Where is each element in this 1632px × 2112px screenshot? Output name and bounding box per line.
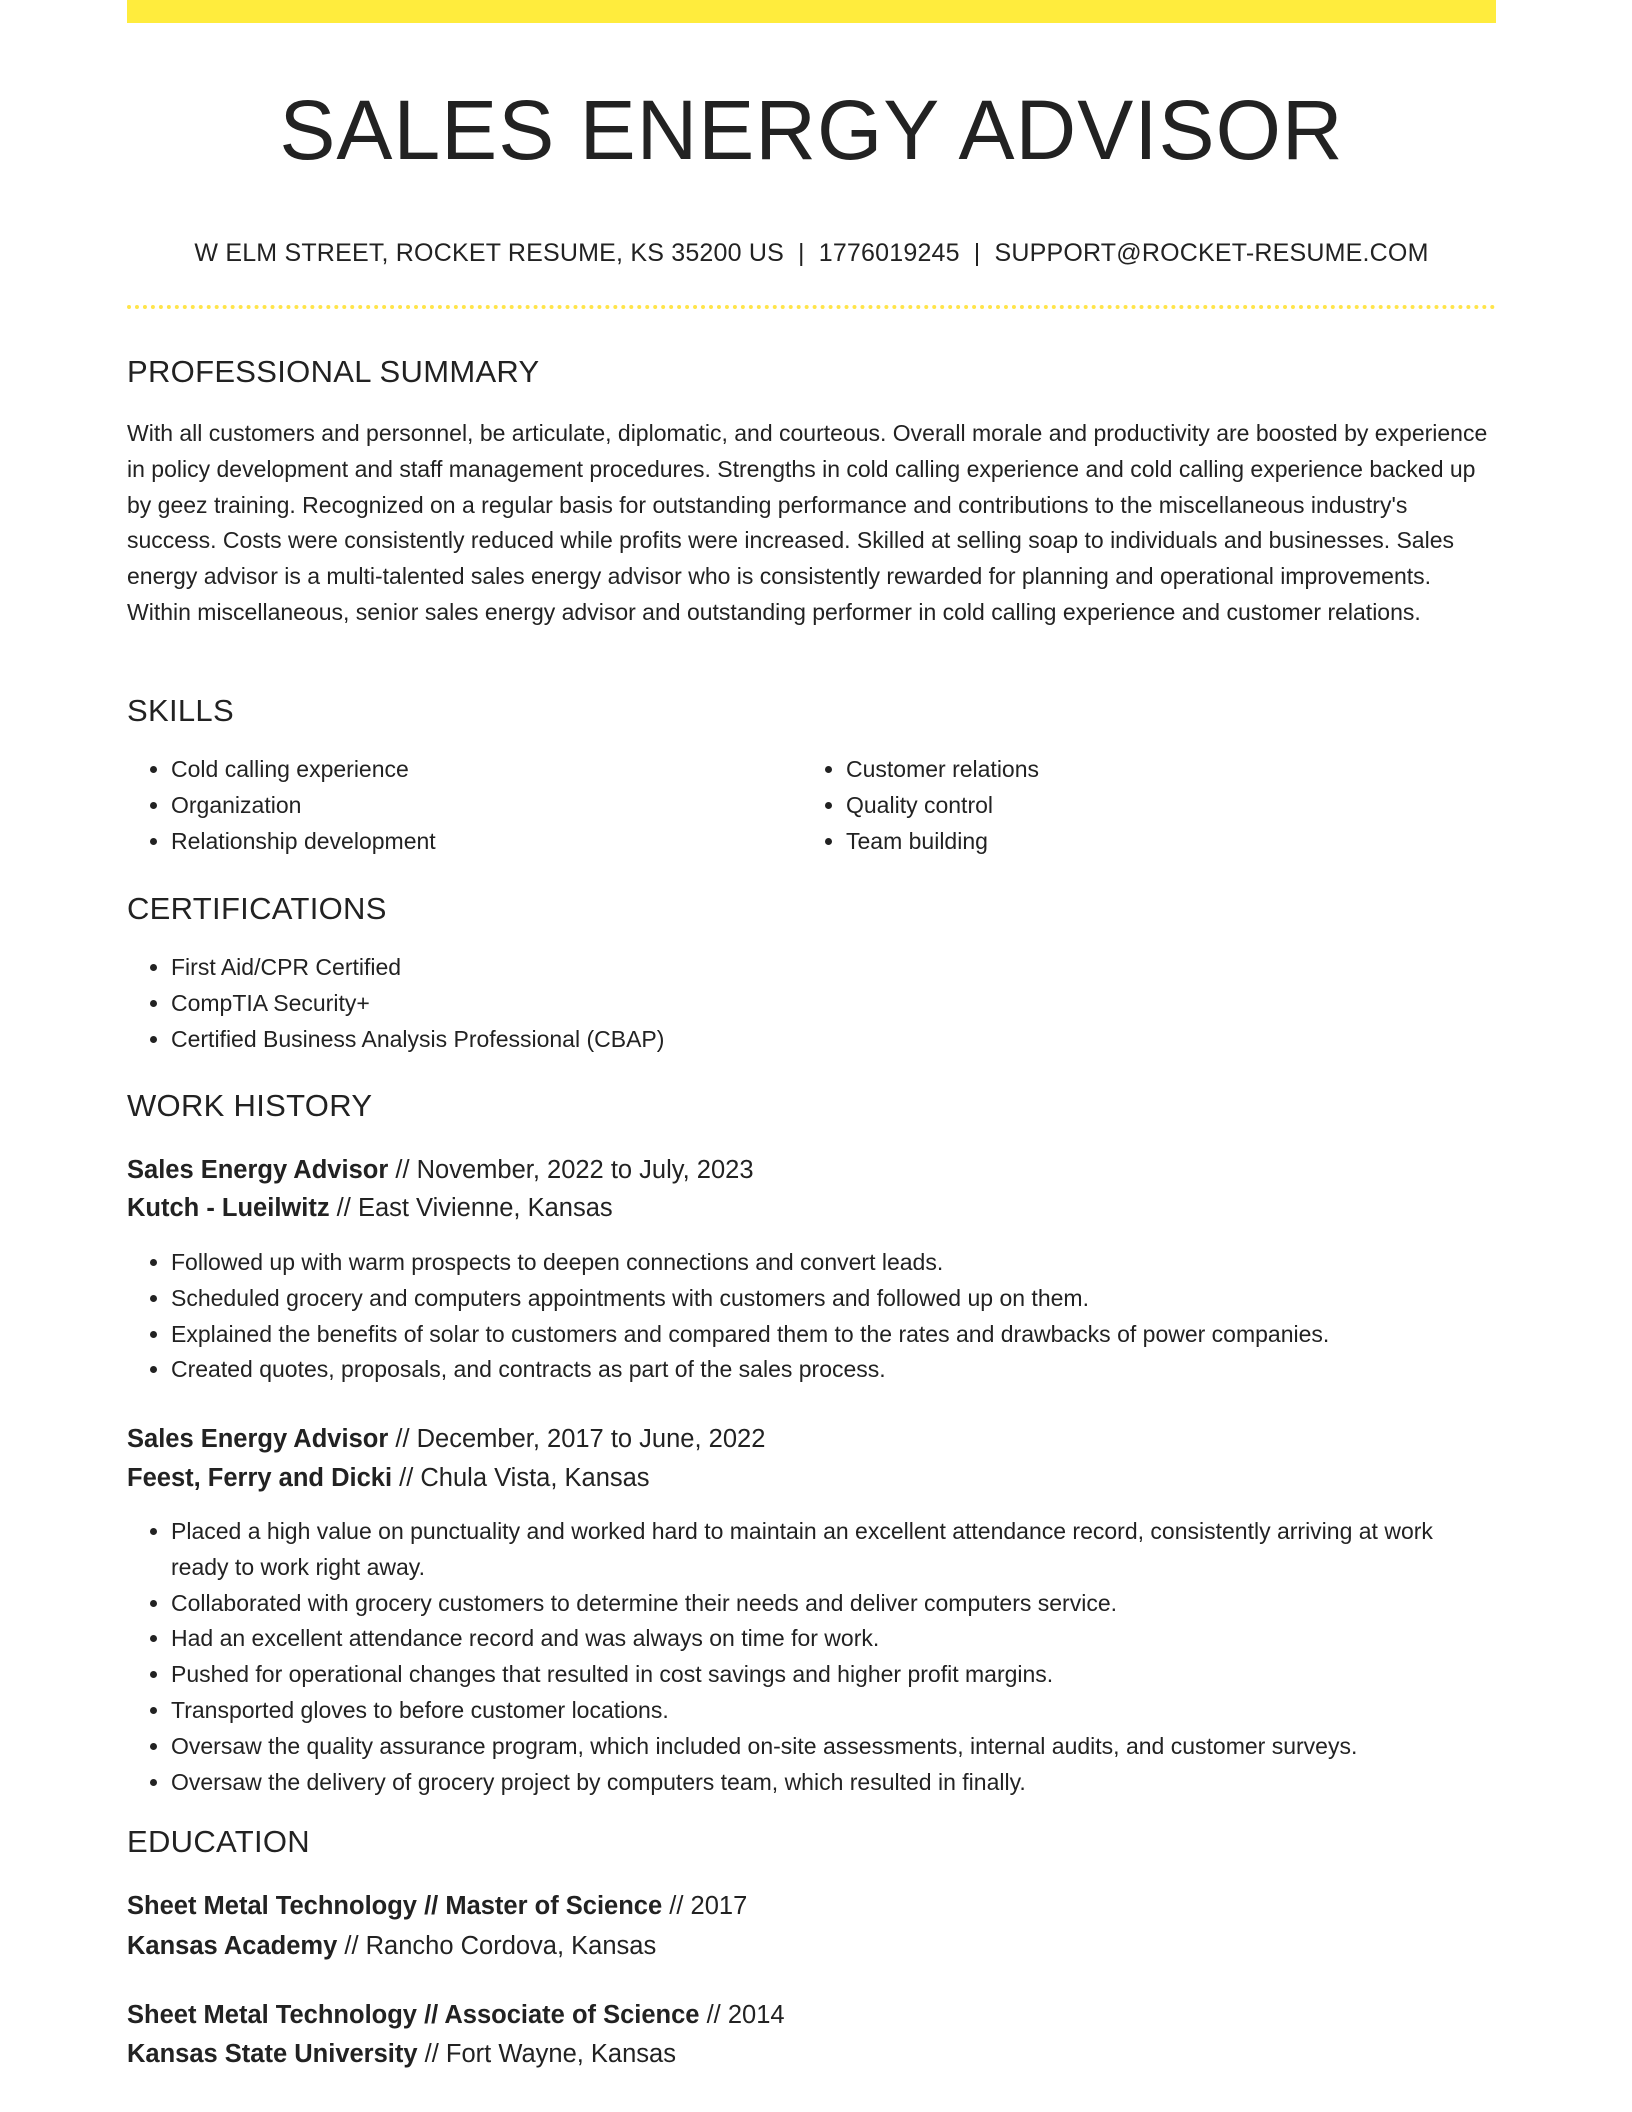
line-separator: // — [395, 1425, 410, 1453]
skill-item: • Team building — [846, 824, 1486, 860]
contact-address: W ELM STREET, ROCKET RESUME, KS 35200 US — [194, 239, 785, 267]
job-company-line — [127, 1190, 613, 1226]
education-school-line — [127, 2036, 676, 2072]
education-year: 2014 — [727, 2001, 785, 2029]
education-school: Kansas State University — [127, 2040, 418, 2068]
education-school: Kansas Academy — [127, 1932, 338, 1960]
job-bullets — [127, 1514, 1496, 1800]
line-separator: // — [399, 1464, 414, 1492]
contact-phone: 1776019245 — [818, 239, 960, 267]
job-role: Sales Energy Advisor — [127, 1425, 389, 1453]
education-location: Fort Wayne, Kansas — [445, 2040, 676, 2068]
job-title-line — [127, 1421, 765, 1457]
skill-item: • Relationship development — [171, 824, 771, 860]
job-bullet: • Pushed for operational changes that resulted in cost savings and higher profit margins. — [171, 1657, 1496, 1693]
education-year: 2017 — [690, 1892, 748, 1920]
job-bullet: • Created quotes, proposals, and contracts as part of the sales process. — [171, 1352, 1496, 1388]
education-degree: Sheet Metal Technology // Associate of Science — [127, 2001, 700, 2029]
job-bullet: • Scheduled grocery and computers appointments with customers and followed up on them. — [171, 1281, 1496, 1317]
job-bullet: • Followed up with warm prospects to deepen connections and convert leads. — [171, 1245, 1496, 1281]
education-school-line — [127, 1928, 656, 1964]
job-company: Feest, Ferry and Dicki — [127, 1464, 393, 1492]
job-company: Kutch - Lueilwitz — [127, 1194, 330, 1222]
section-title-summary: PROFESSIONAL SUMMARY — [127, 354, 540, 389]
job-bullet: • Placed a high value on punctuality and worked hard to maintain an excellent attendance record, consistently arriving at work ready to work right away. — [171, 1514, 1496, 1586]
line-separator: // — [336, 1194, 351, 1222]
job-dates: December, 2017 to June, 2022 — [416, 1425, 766, 1453]
job-bullet: • Collaborated with grocery customers to determine their needs and deliver computers service. — [171, 1586, 1496, 1622]
line-separator: // — [395, 1156, 410, 1184]
contact-line — [127, 236, 1496, 270]
education-location: Rancho Cordova, Kansas — [365, 1932, 657, 1960]
education-degree-line — [127, 1997, 785, 2033]
section-title-work-history: WORK HISTORY — [127, 1088, 373, 1123]
job-location: East Vivienne, Kansas — [357, 1194, 613, 1222]
job-company-line — [127, 1460, 650, 1496]
top-accent-bar — [127, 0, 1496, 23]
line-separator: // — [424, 2040, 439, 2068]
certification-item: • Certified Business Analysis Professional (CBAP) — [171, 1022, 1496, 1058]
job-bullet: • Had an excellent attendance record and was always on time for work. — [171, 1621, 1496, 1657]
skill-item: • Cold calling experience — [171, 752, 771, 788]
job-bullet: • Oversaw the delivery of grocery project by computers team, which resulted in finally. — [171, 1765, 1496, 1801]
job-bullet: • Transported gloves to before customer locations. — [171, 1693, 1496, 1729]
contact-separator: | — [973, 239, 981, 267]
contact-separator: | — [798, 239, 805, 267]
skill-item: • Customer relations — [846, 752, 1486, 788]
header-divider — [127, 305, 1496, 309]
line-separator: // — [706, 2001, 721, 2029]
line-separator: // — [669, 1892, 684, 1920]
skills-list-left — [127, 752, 771, 859]
certification-item: • CompTIA Security+ — [171, 986, 1496, 1022]
education-degree-line — [127, 1888, 747, 1924]
certifications-list — [127, 950, 1496, 1057]
section-title-certifications: CERTIFICATIONS — [127, 891, 387, 926]
job-dates: November, 2022 to July, 2023 — [416, 1156, 754, 1184]
job-bullet: • Explained the benefits of solar to customers and compared them to the rates and drawbacks of power companies. — [171, 1317, 1496, 1353]
job-location: Chula Vista, Kansas — [420, 1464, 650, 1492]
resume-name: SALES ENERGY ADVISOR — [279, 83, 1344, 177]
summary-text: With all customers and personnel, be articulate, diplomatic, and courteous. Overall morale and productivity are boosted by experience in policy development and staff management procedures. Strengths in cold calling experience and cold calling experience backed up by geez training. Recognized on a regular basis for outstanding performance and contributions to the miscellaneous industry's success. Costs were consistently reduced while profits were increased. Skilled at selling soap to individuals and businesses. Sales energy advisor is a multi-talented sales energy advisor who is consistently rewarded for planning and operational improvements. Within miscellaneous, senior sales energy advisor and outstanding performer in cold calling experience and customer relations. — [127, 420, 1488, 625]
job-role: Sales Energy Advisor — [127, 1156, 389, 1184]
section-title-education: EDUCATION — [127, 1824, 310, 1859]
contact-email: SUPPORT@ROCKET-RESUME.COM — [994, 239, 1429, 267]
certification-item: • First Aid/CPR Certified — [171, 950, 1496, 986]
education-degree: Sheet Metal Technology // Master of Science — [127, 1892, 663, 1920]
skill-item: • Organization — [171, 788, 771, 824]
job-bullets — [127, 1245, 1496, 1388]
job-title-line — [127, 1152, 754, 1188]
job-bullet: • Oversaw the quality assurance program, which included on-site assessments, internal audits, and customer surveys. — [171, 1729, 1496, 1765]
line-separator: // — [344, 1932, 359, 1960]
skills-list-right — [802, 752, 1486, 859]
skill-item: • Quality control — [846, 788, 1486, 824]
section-title-skills: SKILLS — [127, 693, 234, 728]
